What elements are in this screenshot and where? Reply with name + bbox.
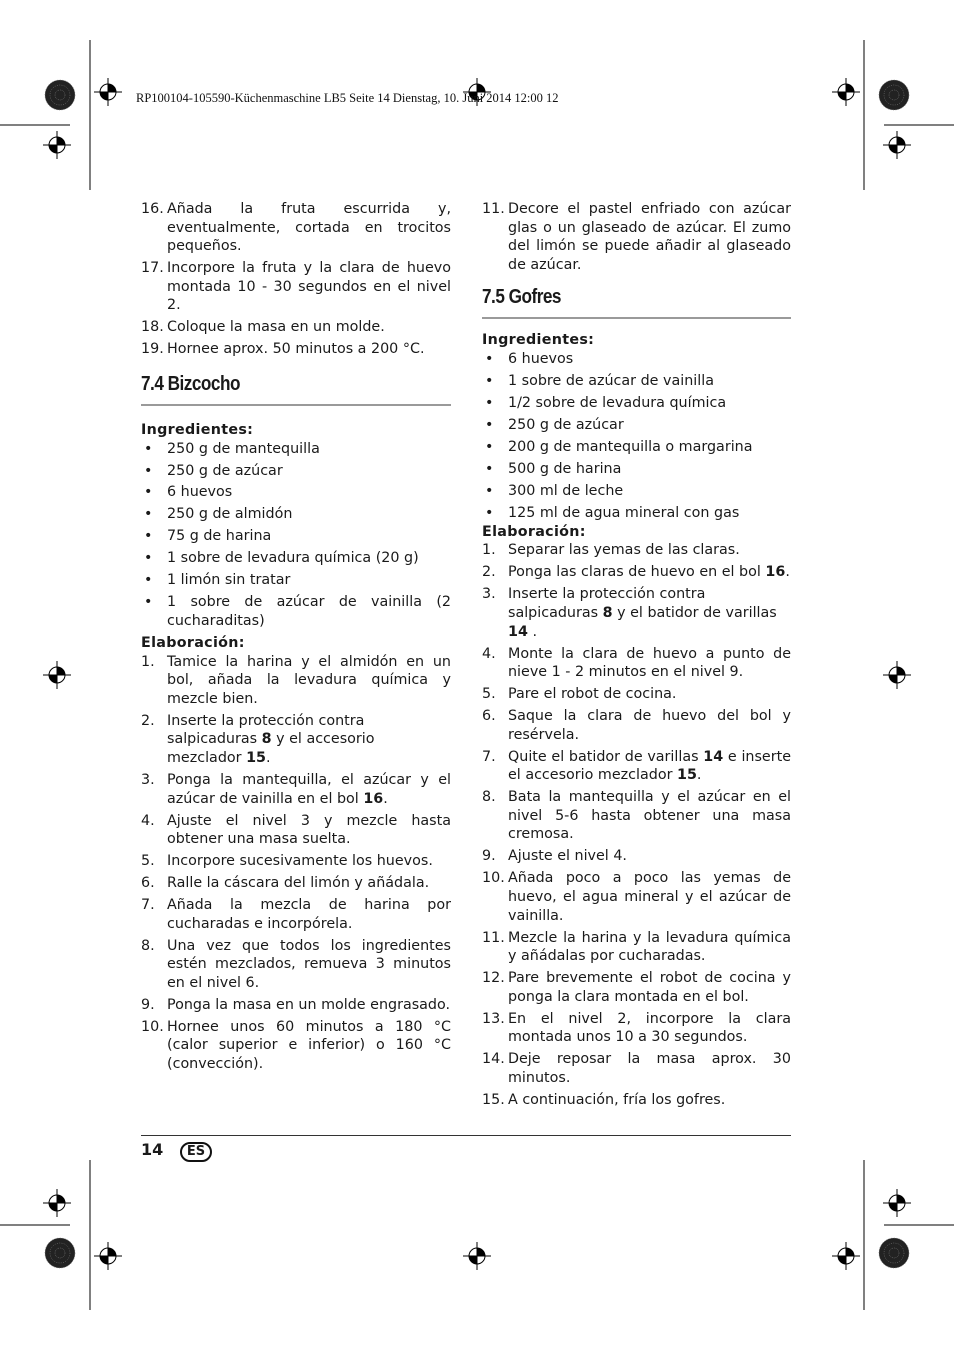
list-item: • 1 sobre de azúcar de vainilla xyxy=(485,372,714,389)
list-item: 11. Decore el pastel enfriado con azúcar glas o un glaseado de azúcar. El zumo del limón se puede añadir al glaseado de azúcar. xyxy=(482,201,791,273)
list-item: • 300 ml de leche xyxy=(485,482,624,499)
list-item: 6. Saque la clara de huevo del bol y resérvela. xyxy=(482,708,791,743)
list-item: • 250 g de azúcar xyxy=(485,416,624,433)
method-steps xyxy=(141,653,451,1074)
list-item: 3. Inserte la protección contra salpicaduras 8 y el batidor de varillas 14 . xyxy=(482,586,777,640)
method-label: Elaboración: xyxy=(482,523,586,540)
method-label: Elaboración: xyxy=(141,634,245,651)
list-item: • 1/2 sobre de levadura química xyxy=(485,394,727,411)
list-item: 8. Bata la mantequilla y el azúcar en el nivel 5-6 hasta obtener una masa cremosa. xyxy=(482,789,791,843)
continued-steps-left xyxy=(141,200,451,359)
left-column xyxy=(141,200,451,1077)
list-item: 6. Ralle la cáscara del limón y añádala. xyxy=(141,875,430,892)
section-heading-gofres xyxy=(482,286,791,319)
list-item: 14. Deje reposar la masa aprox. 30 minutos. xyxy=(482,1051,791,1086)
list-item: 7. Añada la mezcla de harina por cucharadas e incorpórela. xyxy=(141,897,451,932)
list-item: 19. Hornee aprox. 50 minutos a 200 °C. xyxy=(141,341,425,358)
ingredients-label: Ingredientes: xyxy=(141,421,254,438)
list-item: 2. Inserte la protección contra salpicaduras 8 y el accesorio mezclador 15. xyxy=(141,712,375,766)
list-item: 4. Ajuste el nivel 3 y mezcle hasta obtener una masa suelta. xyxy=(141,812,451,848)
list-item: 12. Pare brevemente el robot de cocina y ponga la clara montada en el bol. xyxy=(482,970,791,1005)
list-item: 1. Tamice la harina y el almidón en un bol, añada la levadura química y mezcle bien. xyxy=(141,653,451,707)
list-item: • 1 sobre de levadura química (20 g) xyxy=(144,550,419,567)
list-item: 3. Ponga la mantequilla, el azúcar y el azúcar de vainilla en el bol 16. xyxy=(141,771,451,807)
footer-rule xyxy=(141,1135,791,1136)
list-item: • 6 huevos xyxy=(485,350,574,367)
list-item: • 1 sobre de azúcar de vainilla (2 cucharaditas) xyxy=(144,594,451,629)
list-item: 9. Ajuste el nivel 4. xyxy=(482,848,627,865)
list-item: 1. Separar las yemas de las claras. xyxy=(482,542,740,559)
list-item: • 75 g de harina xyxy=(144,528,272,545)
list-item: • 250 g de mantequilla xyxy=(144,440,320,457)
list-item: • 500 g de harina xyxy=(485,460,622,477)
ingredients-list xyxy=(482,350,791,522)
list-item: 15. A continuación, fría los gofres. xyxy=(482,1091,726,1108)
list-item: • 250 g de azúcar xyxy=(144,462,283,479)
heading-rule xyxy=(141,404,451,406)
list-item: • 250 g de almidón xyxy=(144,506,293,523)
list-item: 10. Añada poco a poco las yemas de huevo, el agua mineral y el azúcar de vainilla. xyxy=(482,870,791,924)
ingredients-label: Ingredientes: xyxy=(482,332,595,349)
list-item: 2. Ponga las claras de huevo en el bol 16. xyxy=(482,564,790,581)
ingredients-list xyxy=(141,440,451,631)
list-item: 17. Incorpore la fruta y la clara de huevo montada 10 - 30 segundos en el nivel 2. xyxy=(141,260,451,314)
list-item: 11. Mezcle la harina y la levadura química y añádalas por cucharadas. xyxy=(482,929,791,965)
section-heading-bizcocho xyxy=(141,373,451,406)
list-item: 16. Añada la fruta escurrida y, eventualmente, cortada en trocitos pequeños. xyxy=(141,201,451,255)
list-item: 10. Hornee unos 60 minutos a 180 °C (calor superior e inferior) o 160 °C (convección). xyxy=(141,1018,451,1072)
list-item: • 125 ml de agua mineral con gas xyxy=(485,504,740,521)
list-item: 13. En el nivel 2, incorpore la clara montada unos 10 a 30 segundos. xyxy=(482,1010,791,1046)
list-item: • 200 g de mantequilla o margarina xyxy=(485,438,753,455)
list-item: • 6 huevos xyxy=(144,484,233,501)
list-item: 4. Monte la clara de huevo a punto de nieve 1 - 2 minutos en el nivel 9. xyxy=(482,645,791,681)
language-badge: ES xyxy=(180,1142,212,1162)
page-number: 14 xyxy=(141,1140,164,1159)
right-column xyxy=(482,200,791,1113)
section-title: 7.4 Bizcocho xyxy=(141,372,240,395)
list-item: 8. Una vez que todos los ingredientes estén mezclados, remueva 3 minutos en el nivel 6. xyxy=(141,937,451,991)
list-item: 5. Pare el robot de cocina. xyxy=(482,686,677,703)
list-item: 5. Incorpore sucesivamente los huevos. xyxy=(141,853,433,870)
heading-rule xyxy=(482,317,791,319)
continued-steps-right xyxy=(482,200,791,274)
print-slug: RP100104-105590-Küchenmaschine LB5 Seite 14 Dienstag, 10. Juni 2014 12:00 12 xyxy=(136,91,559,105)
section-title: 7.5 Gofres xyxy=(482,286,561,309)
list-item: 18. Coloque la masa en un molde. xyxy=(141,319,385,336)
list-item: • 1 limón sin tratar xyxy=(144,572,291,589)
method-steps xyxy=(482,541,791,1109)
list-item: 9. Ponga la masa en un molde engrasado. xyxy=(141,996,451,1013)
list-item: 7. Quite el batidor de varillas 14 e inserte el accesorio mezclador 15. xyxy=(482,748,792,784)
